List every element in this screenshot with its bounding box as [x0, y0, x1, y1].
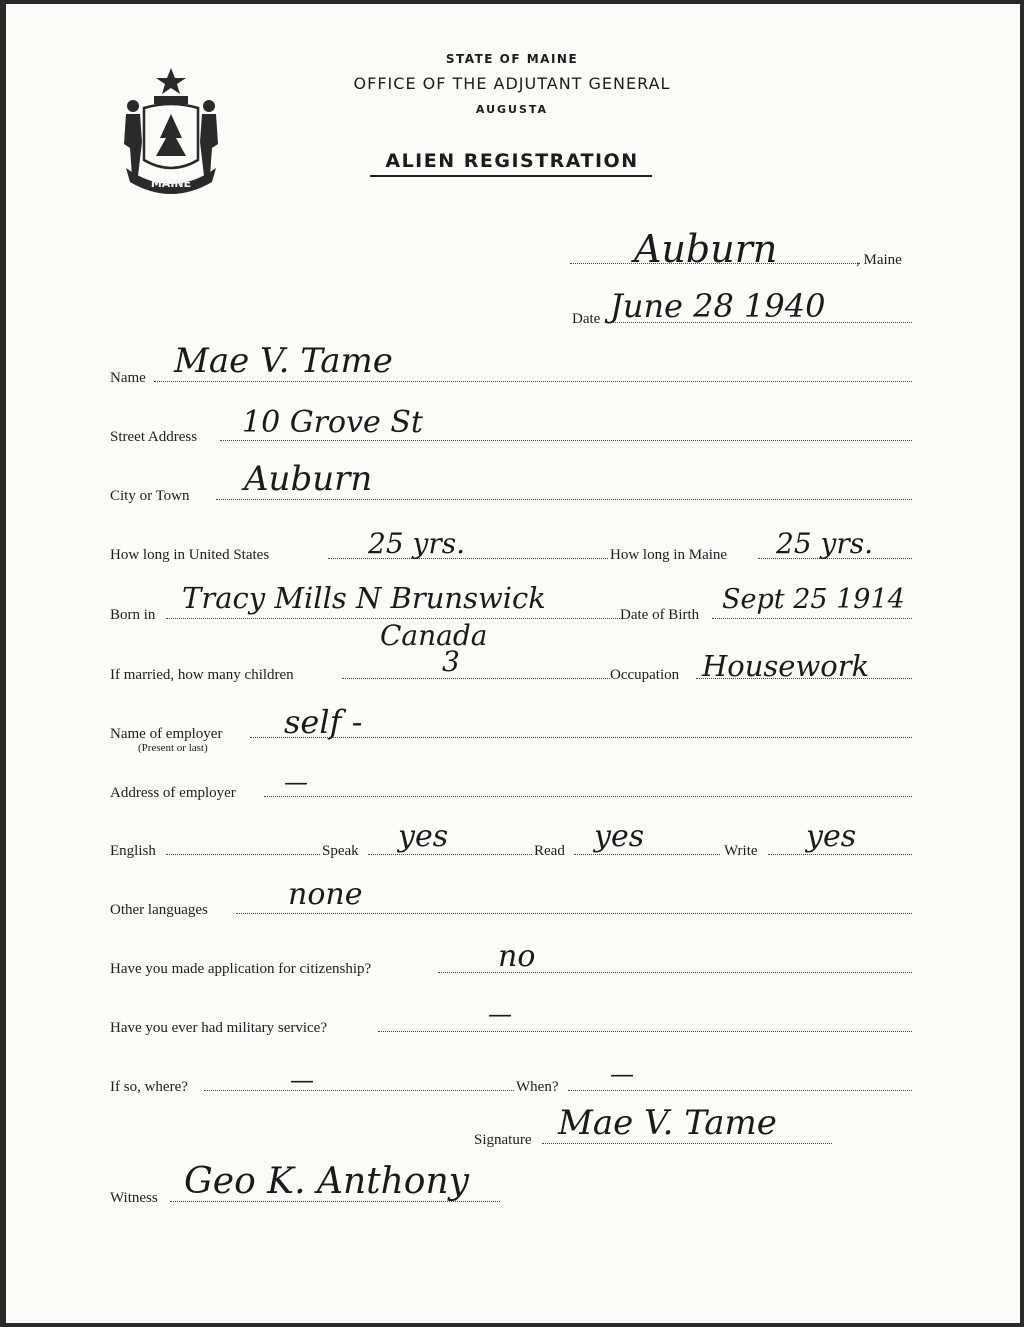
how-long-us-entry: 25 yrs.	[368, 527, 466, 560]
employer-address-line	[264, 796, 912, 797]
how-long-maine-entry: 25 yrs.	[776, 527, 874, 560]
form-title: ALIEN REGISTRATION	[385, 150, 639, 172]
employer-address-entry: —	[284, 768, 308, 796]
speak-line	[368, 854, 532, 855]
employer-note: (Present or last)	[138, 742, 208, 754]
children-entry: 3	[442, 645, 460, 678]
employer-name-label: Name of employer	[110, 726, 223, 742]
svg-text:MAINE: MAINE	[150, 177, 192, 190]
write-label: Write	[724, 843, 758, 859]
header-city: AUGUSTA	[475, 103, 549, 116]
other-languages-label: Other languages	[110, 902, 208, 918]
form-sheet	[6, 4, 1020, 1323]
other-languages-line	[236, 913, 912, 914]
date-of-birth-line	[712, 618, 912, 619]
born-in-label: Born in	[110, 607, 156, 623]
read-entry: yes	[594, 819, 645, 854]
children-label: If married, how many children	[110, 667, 294, 683]
date-label: Date	[572, 311, 601, 327]
where-label: If so, where?	[110, 1079, 188, 1095]
city-label: City or Town	[110, 488, 190, 504]
street-address-line	[220, 440, 912, 441]
read-line	[574, 854, 720, 855]
occupation-label: Occupation	[610, 667, 680, 683]
name-line	[154, 381, 912, 382]
military-label: Have you ever had military service?	[110, 1020, 327, 1036]
witness-entry: Geo K. Anthony	[184, 1161, 469, 1202]
witness-label: Witness	[110, 1190, 158, 1206]
employer-address-label: Address of employer	[110, 785, 236, 801]
military-line	[378, 1031, 912, 1032]
citizenship-entry: no	[498, 939, 536, 974]
employer-name-entry: self -	[284, 703, 363, 741]
when-label: When?	[516, 1079, 559, 1095]
city-line	[216, 499, 912, 500]
military-entry: —	[488, 1000, 512, 1028]
speak-entry: yes	[398, 819, 449, 854]
born-in-entry: Tracy Mills N Brunswick	[182, 581, 546, 615]
children-line	[342, 678, 610, 679]
date-entry: June 28 1940	[610, 287, 826, 325]
where-line	[204, 1090, 514, 1091]
write-line	[768, 854, 912, 855]
where-entry: —	[290, 1066, 314, 1094]
write-entry: yes	[806, 819, 857, 854]
born-in-entry-line2: Canada	[380, 619, 488, 652]
header-office: OFFICE OF THE ADJUTANT GENERAL	[353, 74, 671, 93]
date-of-birth-label: Date of Birth	[620, 607, 700, 623]
how-long-maine-label: How long in Maine	[610, 547, 728, 563]
speak-label: Speak	[322, 843, 359, 859]
title-underline	[370, 175, 652, 177]
how-long-us-label: How long in United States	[110, 547, 270, 563]
english-line	[166, 854, 320, 855]
header-state: STATE OF MAINE	[445, 52, 579, 66]
city-entry: Auburn	[244, 459, 373, 499]
signature-line	[542, 1143, 832, 1144]
street-address-label: Street Address	[110, 429, 198, 445]
date-of-birth-entry: Sept 25 1914	[722, 584, 905, 615]
other-languages-entry: none	[288, 877, 363, 912]
english-label: English	[110, 843, 156, 859]
occupation-entry: Housework	[702, 649, 870, 683]
citizenship-label: Have you made application for citizenship?	[110, 961, 372, 977]
place-entry: Auburn	[634, 227, 778, 271]
signature-label: Signature	[474, 1132, 532, 1148]
when-entry: —	[610, 1060, 634, 1088]
signature-entry: Mae V. Tame	[558, 1103, 777, 1143]
maine-label: , Maine	[856, 252, 902, 268]
when-line	[568, 1090, 912, 1091]
name-label: Name	[110, 370, 146, 386]
name-entry: Mae V. Tame	[174, 341, 393, 381]
street-address-entry: 10 Grove St	[242, 405, 423, 440]
read-label: Read	[534, 843, 565, 859]
